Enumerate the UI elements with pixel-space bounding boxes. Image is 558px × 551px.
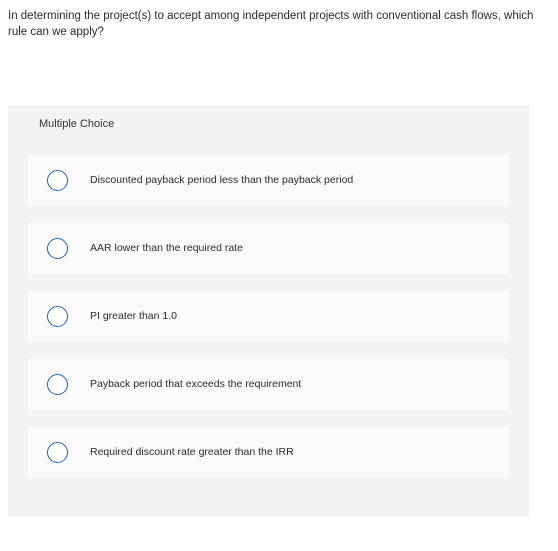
radio-button[interactable] <box>47 306 68 327</box>
answer-option-label: AAR lower than the required rate <box>90 242 243 254</box>
radio-button[interactable] <box>47 170 68 191</box>
answer-option-3[interactable] <box>28 291 509 342</box>
multiple-choice-heading: Multiple Choice <box>39 118 115 130</box>
radio-button[interactable] <box>47 442 68 463</box>
answer-option-4[interactable] <box>28 359 509 410</box>
answer-option-label: Discounted payback period less than the payback period <box>90 174 354 186</box>
answer-option-label: Payback period that exceeds the requirement <box>90 378 302 390</box>
answer-option-label: PI greater than 1.0 <box>90 310 177 322</box>
answer-option-5[interactable] <box>28 427 509 478</box>
question-text: In determining the project(s) to accept among independent projects with conventional cash flows, which rule can we apply? <box>8 10 534 38</box>
answer-option-2[interactable] <box>28 223 509 274</box>
radio-button[interactable] <box>47 238 68 259</box>
answer-option-label: Required discount rate greater than the IRR <box>90 446 294 458</box>
radio-button[interactable] <box>47 374 68 395</box>
answer-option-1[interactable] <box>28 155 509 206</box>
multiple-choice-panel <box>8 105 529 517</box>
